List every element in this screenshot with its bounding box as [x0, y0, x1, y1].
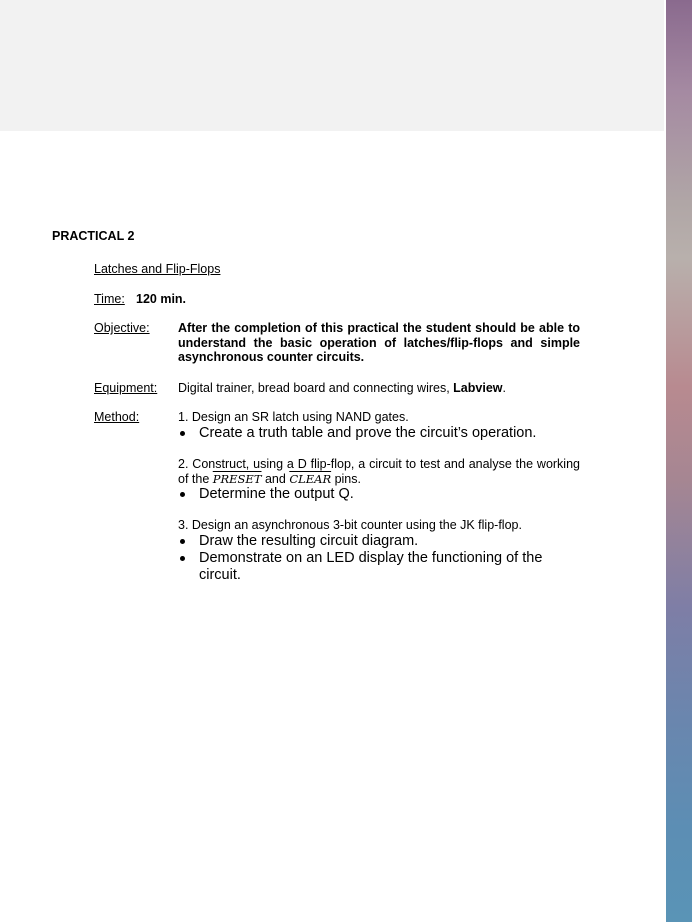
- step-1-bullet: Create a truth table and prove the circuit’s operation.: [178, 425, 580, 442]
- method-step-2: [178, 457, 580, 503]
- step-3-bullet-1: Draw the resulting circuit diagram.: [178, 533, 580, 550]
- step-2-text-a: 2. Construct, using a D flip-flop, a circuit to test and analyse the working of the: [178, 457, 580, 486]
- decorative-side-strip: [666, 0, 692, 922]
- equipment-period: .: [502, 381, 506, 395]
- equipment-items: Digital trainer, bread board and connecting wires,: [178, 381, 454, 395]
- objective-label: Objective:: [94, 321, 150, 335]
- method-step-3: [178, 518, 580, 584]
- step-3-text: 3. Design an asynchronous 3-bit counter using the JK flip-flop.: [178, 518, 522, 532]
- equipment-label: Equipment:: [94, 381, 158, 395]
- equipment-text: [178, 381, 580, 396]
- preset-pin-label: PRESET: [212, 471, 262, 486]
- step-3-bullet-2: Demonstrate on an LED display the functioning of the circuit.: [178, 550, 580, 584]
- step-2-bullet: Determine the output Q.: [178, 486, 580, 503]
- equipment-software: Labview: [453, 381, 503, 395]
- method-step-1: [178, 410, 580, 442]
- time-value: 120 min.: [136, 292, 187, 306]
- time-label: Time:: [94, 292, 125, 306]
- step-1-text: 1. Design an SR latch using NAND gates.: [178, 410, 409, 424]
- objective-text: After the completion of this practical the student should be able to understand the basic operation of latches/flip-flops and simple asynchronous counter circuits.: [178, 321, 580, 364]
- method-label: Method:: [94, 410, 140, 424]
- step-2-text-b: pins.: [331, 471, 361, 486]
- practical-subtitle: Latches and Flip-Flops: [94, 262, 221, 276]
- step-2-and: and: [261, 471, 290, 486]
- step-2-text: [178, 457, 580, 486]
- practical-heading: PRACTICAL 2: [52, 229, 135, 243]
- clear-pin-label: CLEAR: [289, 471, 332, 486]
